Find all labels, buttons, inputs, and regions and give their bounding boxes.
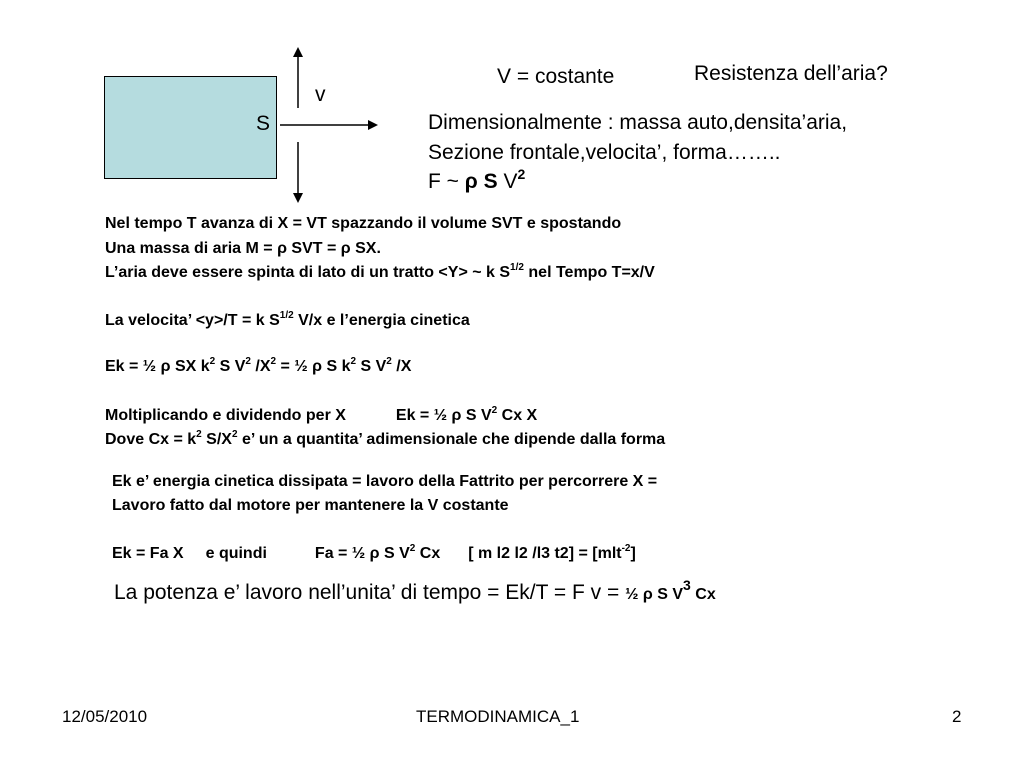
body-line-8: Ek e’ energia cinetica dissipata = lavoro della Fattrito per percorrere X = — [112, 473, 658, 490]
body-line-7: Dove $Cx = k^2$ $S/X^2$ e’ un a quantita’ adimensionale che dipende dalla forma — [105, 429, 666, 448]
body-line-1: Nel tempo T avanza di X = VT spazzando il volume SVT e spostando — [105, 215, 622, 232]
air-resistance-question: Resistenza dell’aria? — [694, 62, 888, 85]
constant-velocity-label: V = costante — [497, 65, 615, 88]
body-line-6: Moltiplicando e dividendo per X Ek = ½ ρ S $V^2$ Cx X — [105, 405, 538, 424]
body-line-10: Ek = Fa X e quindi Fa = ½ ρ S $V^2$ Cx [ m l2 l2 /l3 t2] = [mlt$^{-2}$] — [112, 543, 636, 562]
surface-label: S — [256, 112, 271, 135]
body-line-3: L’aria deve essere spinta di lato di un tratto <Y> ~ k $S^{1/2}$ nel Tempo T=x/V — [105, 262, 655, 281]
flow-arrows-diagram — [270, 45, 385, 205]
footer-title: TERMODINAMICA_1 — [416, 707, 580, 726]
body-line-2: Una massa di aria M = ρ SVT = ρ SX. — [105, 240, 381, 257]
body-line-5: Ek = ½ ρ SX $k^2$ S $V^2$ $/X^2$ = ½ ρ S $k^2$ S $V^2$ /X — [105, 356, 412, 375]
dimensional-line-2: Sezione frontale,velocita’, forma…….. — [428, 141, 781, 164]
cross-section-box — [104, 76, 277, 179]
dimensional-line-1: Dimensionalmente : massa auto,densita’aria, — [428, 111, 848, 134]
footer-page-number: 2 — [952, 707, 962, 726]
body-line-9: Lavoro fatto dal motore per mantenere la V costante — [112, 497, 509, 514]
footer-date: 12/05/2010 — [62, 707, 148, 726]
force-proportionality: F ~ ρ S $V^2$ — [428, 166, 526, 193]
power-statement: La potenza e’ lavoro nell’unita’ di tempo = Ek/T = F v = ½ ρ S $V^3$ Cx — [114, 577, 716, 604]
body-line-4: La velocita’ <y>/T = k $S^{1/2}$ V/x e l’energia cinetica — [105, 310, 470, 329]
velocity-label: v — [315, 83, 326, 106]
